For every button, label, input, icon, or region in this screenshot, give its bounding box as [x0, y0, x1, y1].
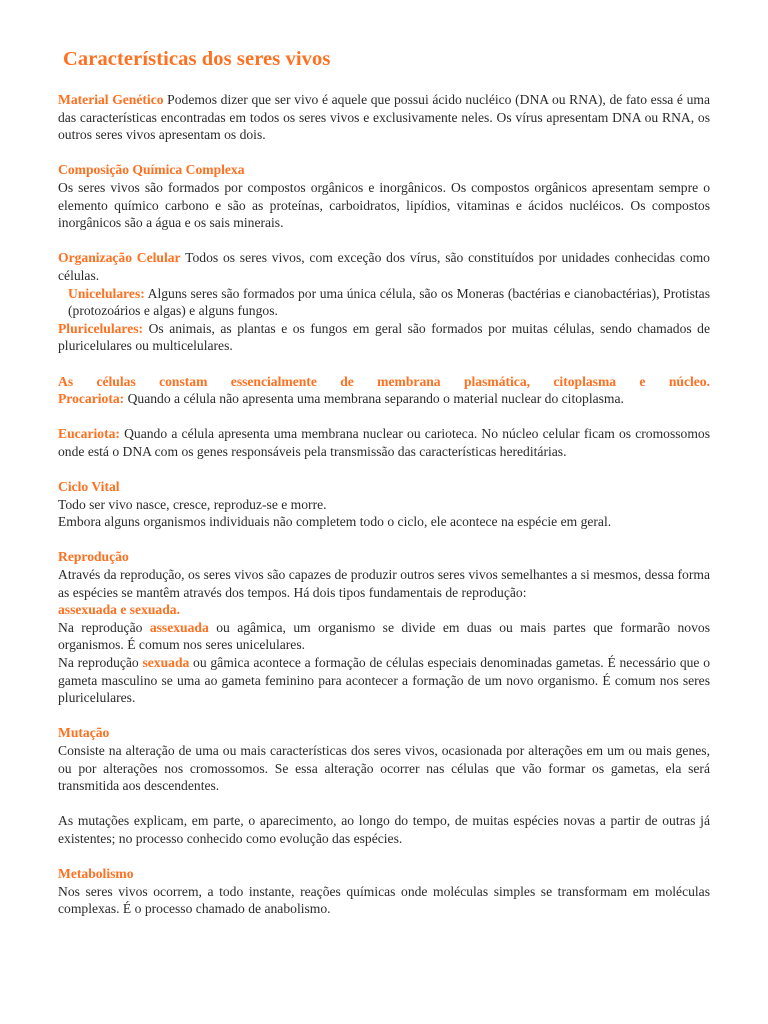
document-body	[58, 91, 710, 918]
mutacao-heading	[58, 724, 710, 742]
material-text: Podemos dizer que ser vivo é aquele que possui ácido nucléico (DNA ou RNA), de fato essa é uma das características encontradas em todos os seres vivos e exclusivamente neles. Os vírus apresentam DNA ou RNA, os outros seres vivos apresentam os dois.	[58, 92, 711, 143]
eucariota-text: Quando a célula apresenta uma membrana nuclear ou carioteca. No núcleo celular ficam os cromossomos onde está o DNA com os genes responsáveis pela transmissão das características hereditárias.	[58, 426, 710, 459]
reproducao-types-text: assexuada e sexuada.	[58, 602, 180, 618]
unicelulares-paragraph	[58, 285, 710, 320]
assexuada-paragraph	[58, 619, 710, 654]
ciclo-line-2: Embora alguns organismos individuais não completem todo o ciclo, ele acontece na espécie em geral.	[58, 514, 612, 530]
organizacao-paragraph	[58, 249, 710, 284]
assexuada-word: assexuada	[149, 619, 209, 635]
sexuada-pre: Na reprodução	[58, 655, 143, 670]
unicelulares-text: Alguns seres são formados por uma única célula, são os Moneras (bactérias e cianobactérias), Protistas (protozoários e algas) e alguns fungos.	[68, 285, 710, 319]
mutacao-text-1: Consiste na alteração de uma ou mais características dos seres vivos, ocasionada por alterações em um ou mais genes, ou por alterações nos cromossomos. Se essa alteração ocorrer nas células que vão formar os gametas, ela será transmitida aos descendentes.	[58, 742, 710, 794]
eucariota-heading: Eucariota:	[58, 426, 120, 442]
sexuada-word: sexuada	[142, 655, 190, 670]
unicelulares-heading: Unicelulares:	[68, 285, 145, 301]
composicao-heading	[58, 161, 710, 179]
composicao-heading-text: Composição Química Complexa	[58, 162, 245, 178]
material-heading: Material Genético	[58, 92, 164, 107]
ciclo-heading-text: Ciclo Vital	[58, 479, 120, 495]
reproducao-intro: Através da reprodução, os seres vivos são capazes de produzir outros seres vivos semelhantes a si mesmos, dessa forma as espécies se mantêm através dos tempos. Há dois tipos fundamentais de reprodução:	[58, 567, 710, 600]
metabolismo-text: Nos seres vivos ocorrem, a todo instante, reações químicas onde moléculas simples se transformam em moléculas complexas. É o processo chamado de anabolismo.	[58, 883, 710, 917]
reproducao-heading-text: Reprodução	[58, 549, 129, 565]
pluricelulares-paragraph	[58, 320, 710, 355]
reproducao-types	[58, 601, 710, 619]
eucariota-paragraph	[58, 425, 710, 460]
mutacao-text-2: As mutações explicam, em parte, o aparecimento, ao longo do tempo, de muitas espécies novas a partir de outras já existentes; no processo conhecido como evolução das espécies.	[58, 813, 710, 846]
organizacao-heading: Organização Celular	[58, 250, 181, 266]
page-title: Características dos seres vivos	[63, 48, 331, 70]
composicao-text: Os seres vivos são formados por compostos orgânicos e inorgânicos. Os compostos orgânicos apresentam sempre o elemento químico carbono e são as proteínas, carboidratos, lipídios, vitaminas e ácidos nucléicos. Os compostos inorgânicos são a água e os sais minerais.	[58, 179, 710, 231]
organizacao-text: Todos os seres vivos, com exceção dos vírus, são constituídos por unidades conhecidas como células.	[58, 250, 710, 283]
assexuada-post: ou agâmica, um organismo se divide em duas ou mais partes que formarão novos organismos. É comum nos seres unicelulares.	[58, 619, 710, 653]
ciclo-line-1: Todo ser vivo nasce, cresce, reproduz-se e morre.	[58, 496, 327, 512]
sexuada-post: ou gâmica acontece a formação de células especiais denominadas gametas. É necessário que o gameta masculino se uma ao gameta feminino para acontecer a formação de um novo organismo. É comum nos seres pluricelulares.	[58, 655, 710, 706]
metabolismo-heading	[58, 865, 710, 883]
procariota-paragraph	[58, 390, 710, 408]
celulas-statement	[58, 373, 710, 391]
mutacao-heading-text: Mutação	[58, 725, 110, 741]
celulas-statement-text: As células constam essencialmente de membrana plasmática, citoplasma e núcleo.	[58, 373, 710, 389]
pluricelulares-text: Os animais, as plantas e os fungos em geral são formados por muitas células, sendo chamados de pluricelulares ou multicelulares.	[58, 320, 710, 354]
reproducao-heading	[58, 548, 710, 566]
pluricelulares-heading: Pluricelulares:	[58, 320, 144, 336]
assexuada-pre: Na reprodução	[58, 619, 150, 635]
procariota-text: Quando a célula não apresenta uma membrana separando o material nuclear do citoplasma.	[124, 391, 624, 407]
procariota-heading: Procariota:	[58, 391, 125, 407]
sexuada-paragraph	[58, 654, 710, 707]
ciclo-heading	[58, 478, 710, 496]
metabolismo-heading-text: Metabolismo	[58, 866, 134, 882]
material-paragraph	[58, 91, 710, 144]
